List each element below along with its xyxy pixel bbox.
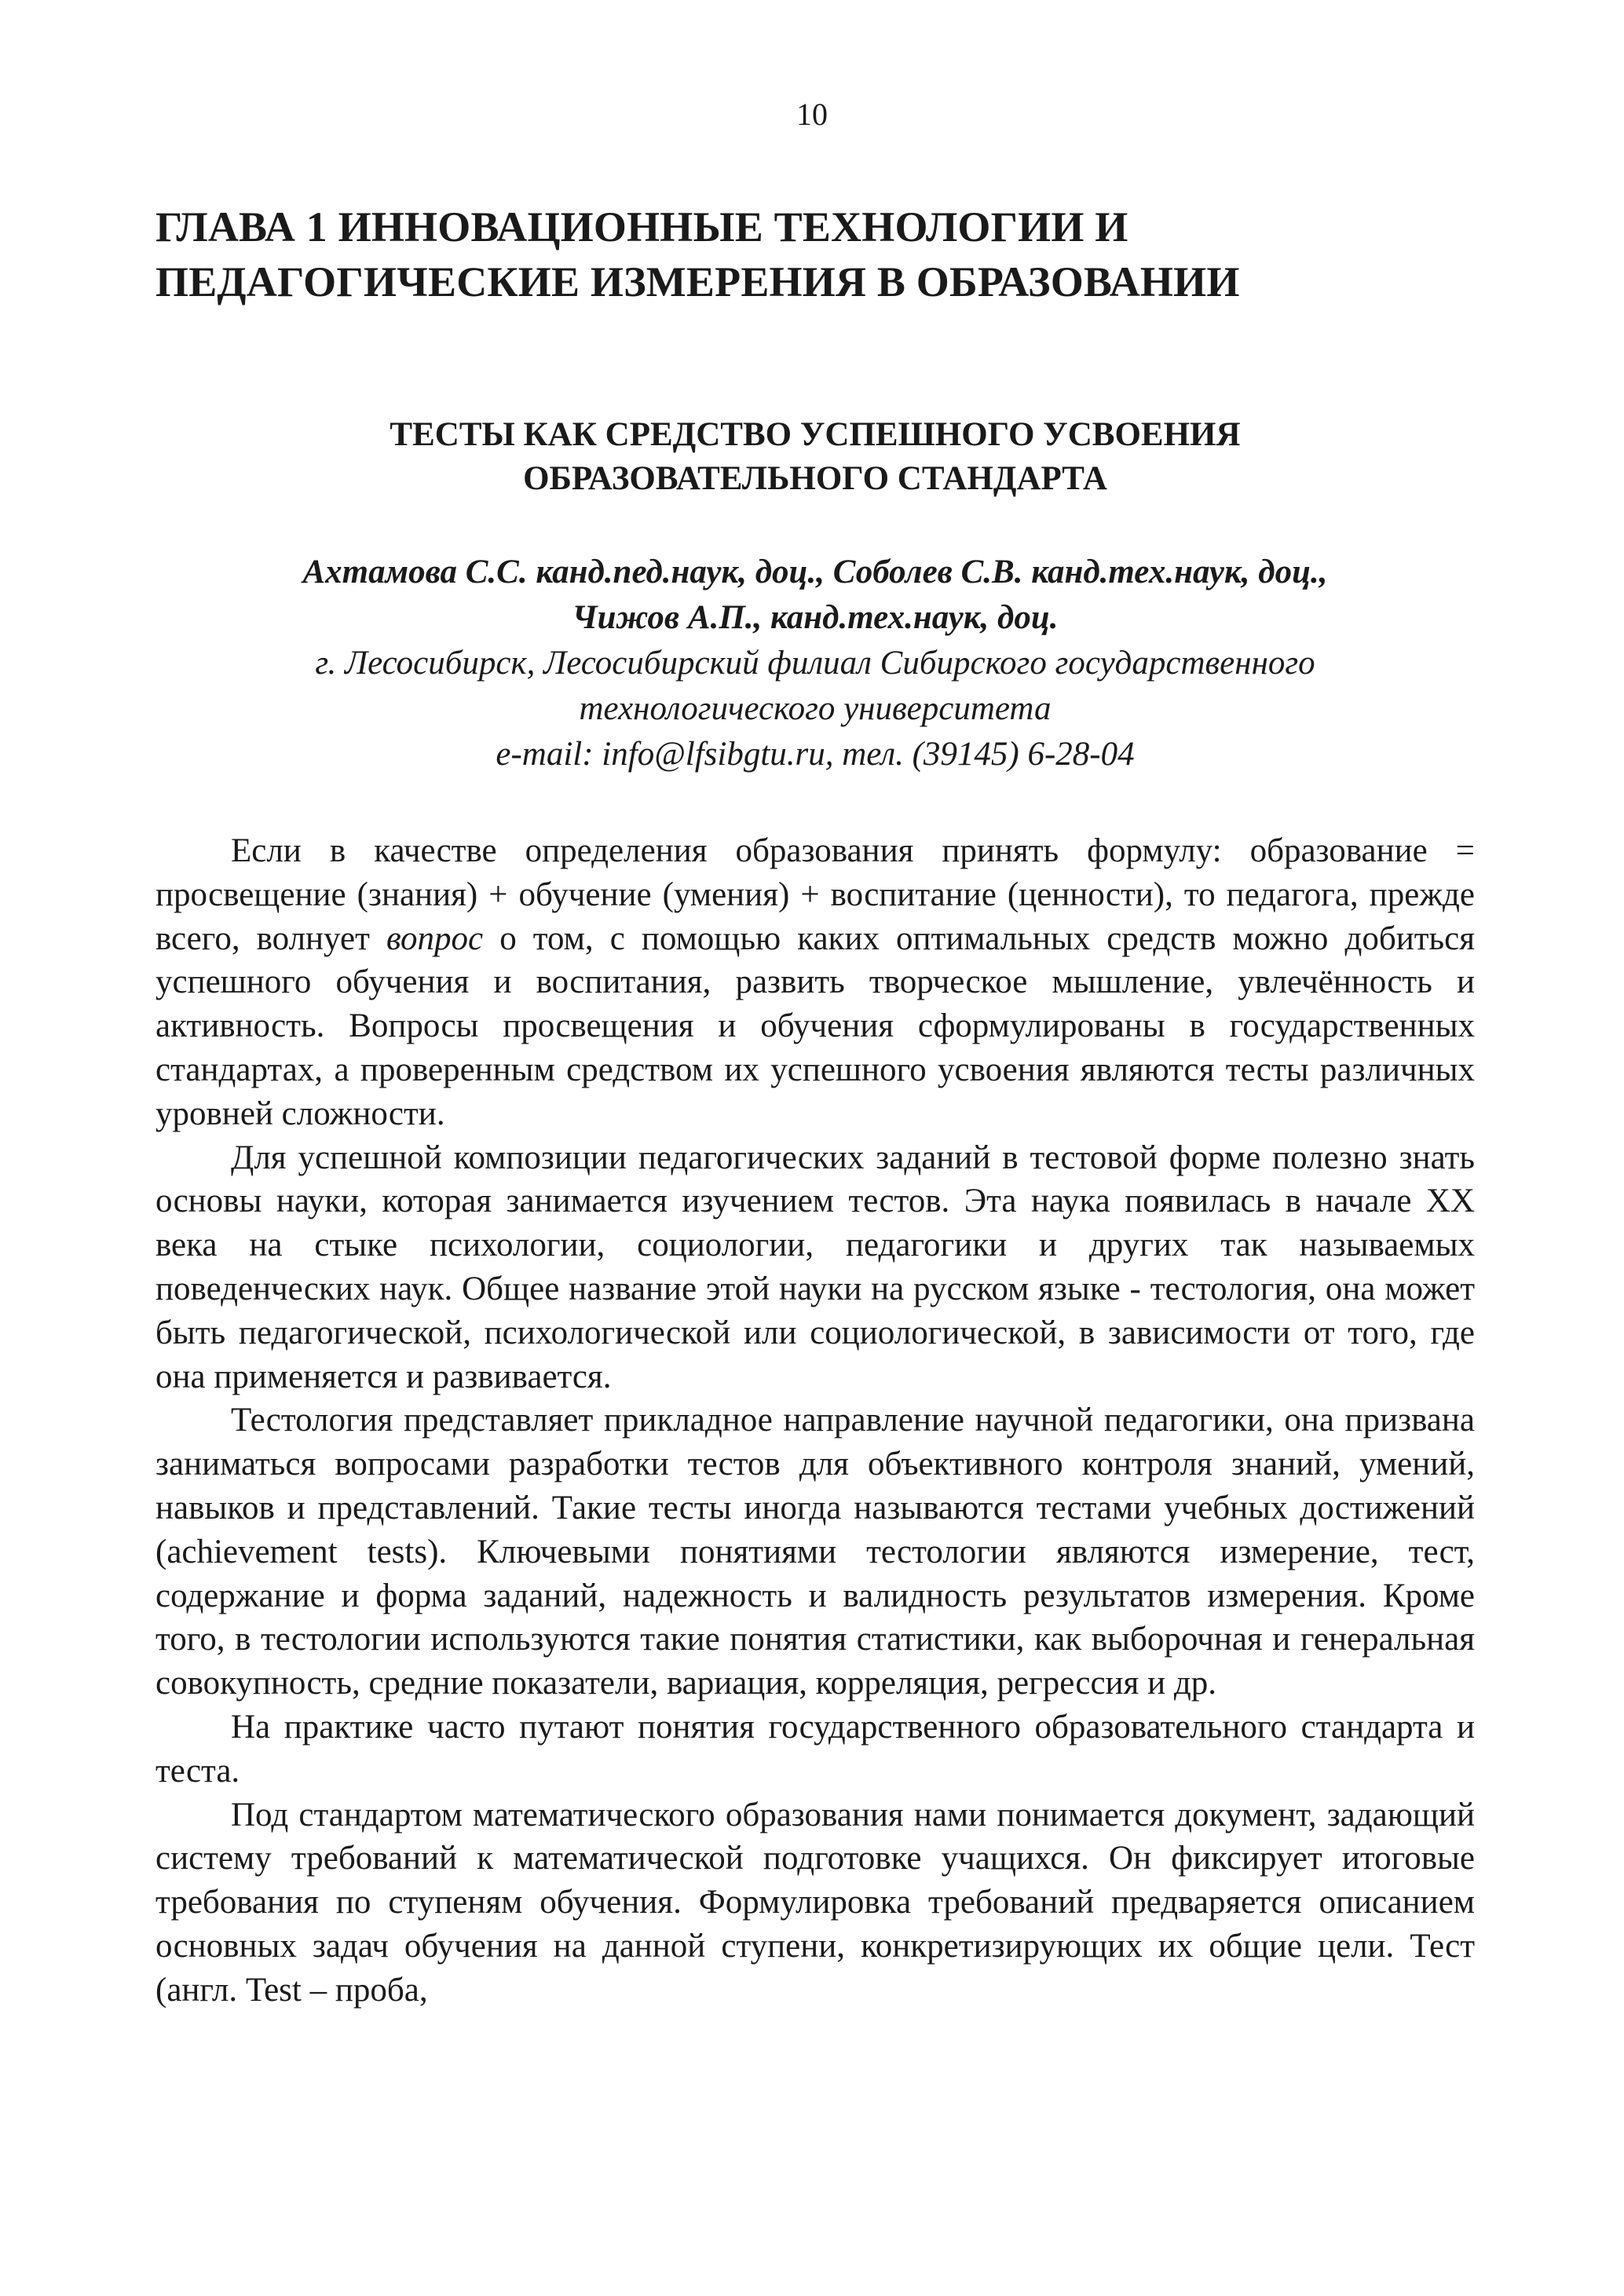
paragraph-2: Для успешной композиции педагогических заданий в тестовой форме полезно знать основы науки, которая занимается изучением тестов. Эта наука появилась в начале XX века на стыке психологии, социологии, педагогики и других так называемых поведенческих наук. Общее название этой науки на русском языке - тестология, она может быть педагогической, психологической или социологической, в зависимости от того, где она применяется и развивается. [155, 1139, 1475, 1395]
paragraph-3: Тестология представляет прикладное направление научной педагогики, она призвана заниматься вопросами разработки тестов для объективного контроля знаний, умений, навыков и представлений. Такие тесты иногда называются тестами учебных достижений (achievement tests). Ключевыми понятиями тестологии являются измерение, тест, содержание и форма заданий, надежность и валидность результатов измерения. Кроме того, в тестологии используются такие понятия статистики, как выборочная и генеральная совокупность, средние показатели, вариация, корреляция, регрессия и др. [155, 1402, 1475, 1702]
paragraph-5: Под стандартом математического образования нами понимается документ, задающий систему требований к математической подготовке учащихся. Он фиксирует итоговые требования по ступеням обучения. Формулировка требований предваряется описанием основных задач обучения на данной ступени, конкретизирующих их общие цели. Тест (англ. Test – проба, [155, 1796, 1475, 2009]
paragraph-1-emphasis: вопрос [386, 919, 484, 957]
authors-line-1: Ахтамова С.С. канд.пед.наук, доц., Соболев С.В. канд.тех.наук, доц., [302, 554, 1328, 590]
paragraph-1 [155, 829, 1475, 1136]
contact-line: e-mail: info@lfsibgtu.ru, тел. (39145) 6-28-04 [496, 736, 1135, 773]
article-title-line-1: ТЕСТЫ КАК СРЕДСТВО УСПЕШНОГО УСВОЕНИЯ [390, 416, 1241, 453]
paragraph-1-part-a: Если в качестве определения образования принять формулу: образование = просвещение (знания) + обучение (умения) + воспитание (ценности), то педагога, прежде всего, волнует [155, 832, 1475, 957]
authors-line-2: Чижов А.П., канд.тех.наук, доц. [572, 599, 1059, 636]
authors-block [155, 550, 1475, 777]
article-body [155, 829, 1475, 2013]
page-number: 10 [796, 97, 828, 132]
affiliation-line-2: технологического университета [579, 690, 1052, 727]
paragraph-4: На практике часто путают понятия государственного образовательного стандарта и теста. [155, 1708, 1475, 1790]
article-title-line-2: ОБРАЗОВАТЕЛЬНОГО СТАНДАРТА [523, 460, 1107, 497]
paragraph-1-part-b: о том, с помощью каких оптимальных средств можно добиться успешного обучения и воспитания, развить творческое мышление, увлечённость и активность. Вопросы просвещения и обучения сформулированы в государственных стандартах, а проверенным средством их успешного усвоения являются тесты различных уровней сложности. [155, 919, 1475, 1132]
article-title [155, 413, 1475, 501]
chapter-title [155, 199, 1490, 309]
chapter-title-line-1: ГЛАВА 1 ИННОВАЦИОННЫЕ ТЕХНОЛОГИИ И [155, 203, 1128, 250]
affiliation-line-1: г. Лесосибирск, Лесосибирский филиал Сибирского государственного [315, 645, 1315, 682]
chapter-title-line-2: ПЕДАГОГИЧЕСКИЕ ИЗМЕРЕНИЯ В ОБРАЗОВАНИИ [155, 258, 1240, 305]
